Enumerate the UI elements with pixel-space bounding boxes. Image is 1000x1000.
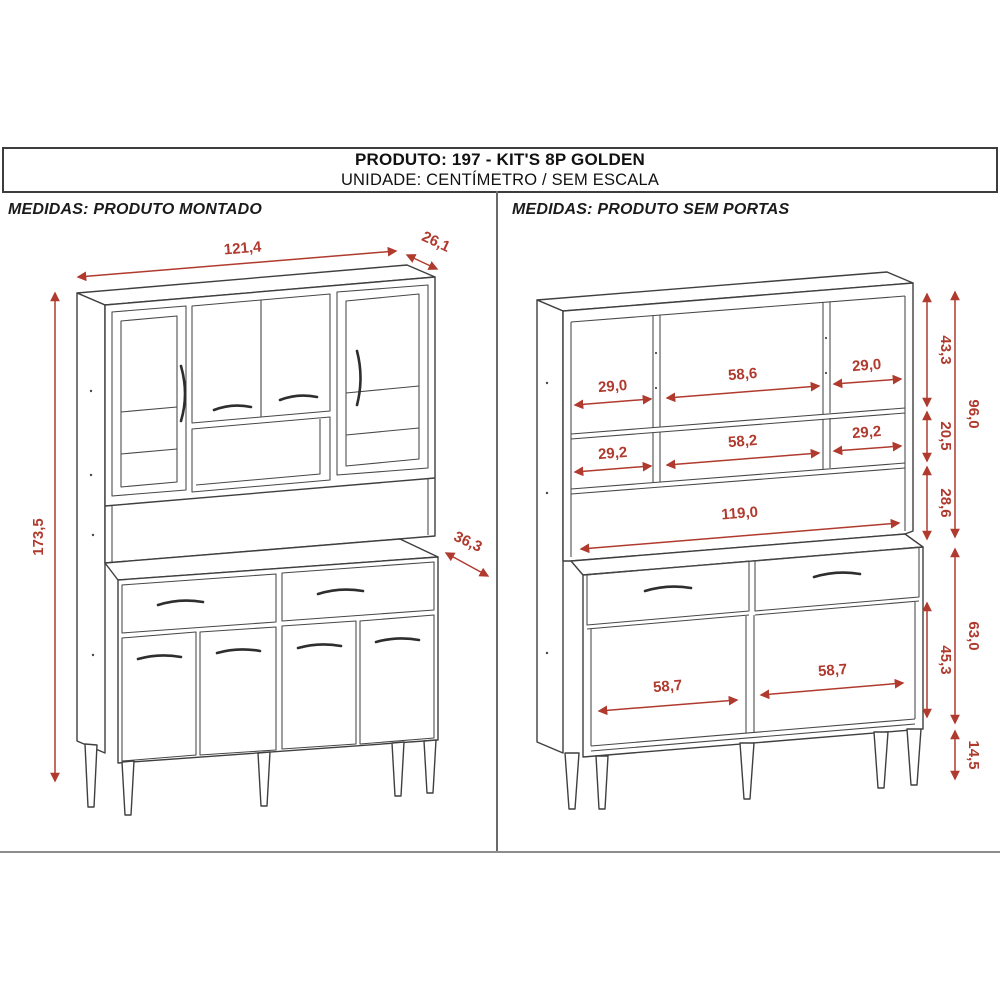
dimension-counter-depth-label: 36,3	[451, 528, 485, 556]
dimension-top-depth	[407, 228, 453, 269]
dimension-base-opening-height	[927, 603, 954, 717]
dimension-upper-right-width-label: 29,0	[851, 355, 882, 376]
dimension-leg-height	[955, 731, 982, 779]
dimension-middle-section-height	[927, 412, 954, 461]
dimension-base-left-width-label: 58,7	[652, 676, 683, 697]
dimension-counter-opening-height	[927, 467, 954, 539]
dimension-upper-section-height-label: 43,3	[937, 335, 954, 365]
dimension-base-total-height-label: 63,0	[965, 621, 982, 651]
dimension-middle-left-width-label: 29,2	[597, 443, 628, 464]
cabinet-left-side-face	[77, 293, 105, 753]
carcass-left-side-face	[537, 300, 563, 753]
dimension-counter-opening-height-label: 28,6	[937, 488, 954, 518]
dimension-middle-section-height-label: 20,5	[937, 421, 954, 451]
dimension-middle-center-width-label: 58,2	[727, 431, 758, 452]
dimension-top-depth-label: 26,1	[419, 228, 453, 256]
dimension-base-right-width-label: 58,7	[817, 660, 848, 681]
dimension-total-height-label: 173,5	[30, 518, 47, 556]
dimension-hutch-total-height-label: 96,0	[965, 399, 982, 429]
title-block	[2, 147, 998, 193]
dimension-base-opening-height-label: 45,3	[937, 645, 954, 675]
dimension-counter-depth	[446, 528, 488, 576]
base-front-face	[583, 547, 923, 757]
cabinet-carcass	[537, 272, 923, 809]
dimension-total-width-label: 121,4	[223, 238, 263, 259]
product-title: PRODUTO: 197 - KIT'S 8P GOLDEN	[355, 150, 645, 169]
dimension-middle-right-width-label: 29,2	[851, 422, 882, 443]
dimension-upper-left-width-label: 29,0	[597, 376, 628, 397]
dimension-upper-section-height	[927, 294, 954, 406]
left-panel-header: MEDIDAS: PRODUTO MONTADO	[8, 201, 262, 218]
dimension-total-height	[30, 293, 55, 781]
right-panel-header: MEDIDAS: PRODUTO SEM PORTAS	[512, 201, 790, 218]
dimension-counter-opening-width-label: 119,0	[720, 503, 759, 524]
hutch-front-face	[105, 277, 435, 563]
doorless-cabinet-drawing	[503, 223, 1000, 853]
assembled-cabinet-drawing	[0, 223, 497, 853]
dimension-base-total-height	[955, 549, 982, 723]
cabinet-body	[77, 265, 438, 815]
base-front-face	[118, 557, 438, 763]
unit-subtitle: UNIDADE: CENTÍMETRO / SEM ESCALA	[340, 171, 660, 189]
dimension-leg-height-label: 14,5	[965, 740, 982, 770]
dimension-hutch-total-height	[955, 292, 982, 537]
dimension-upper-center-width-label: 58,6	[727, 364, 758, 385]
